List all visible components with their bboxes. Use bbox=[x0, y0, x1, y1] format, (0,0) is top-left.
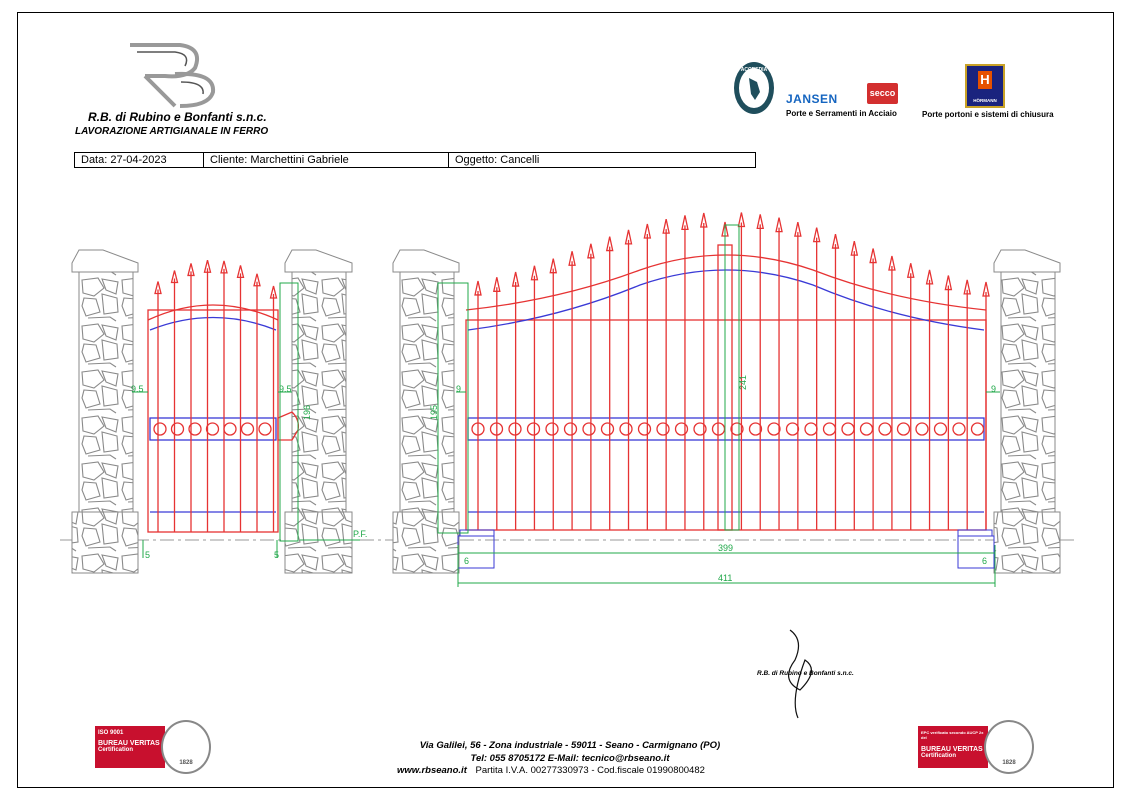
decor-ring bbox=[602, 423, 614, 435]
decor-ring bbox=[953, 423, 965, 435]
company-tagline: LAVORAZIONE ARTIGIANALE IN FERRO bbox=[75, 126, 269, 137]
cert-left-line-3: Certification bbox=[98, 747, 134, 753]
footer-line-3 bbox=[397, 765, 705, 776]
client-field: Cliente: Marchettini Gabriele bbox=[204, 153, 449, 167]
jansen-caption: Porte e Serramenti in Acciaio bbox=[786, 109, 897, 118]
footer-website[interactable]: www.rbseano.it bbox=[397, 765, 467, 776]
seal-year-right: 1828 bbox=[1002, 760, 1016, 766]
cert-left-text bbox=[95, 726, 165, 768]
dim-gate-peak: 241 bbox=[738, 374, 748, 390]
decor-ring bbox=[842, 423, 854, 435]
decor-ring bbox=[207, 423, 219, 435]
cert-right-line-2: BUREAU VERITAS bbox=[921, 746, 983, 753]
pillar-3 bbox=[393, 250, 462, 573]
dim-gate-side-left: 9 bbox=[456, 384, 462, 394]
accredia-label: ACCREDIA bbox=[740, 67, 768, 73]
hormann-h-icon: H bbox=[978, 71, 992, 89]
dim-ped-side-left: 9.5 bbox=[131, 384, 144, 394]
footer-contacts: Tel: 055 8705172 E-Mail: tecnico@rbseano.it bbox=[470, 753, 670, 764]
decor-ring bbox=[676, 423, 688, 435]
cert-left-line-1: ISO 9001 bbox=[98, 730, 124, 736]
decor-ring bbox=[972, 423, 984, 435]
decor-ring bbox=[620, 423, 632, 435]
decor-ring bbox=[172, 423, 184, 435]
bureau-veritas-seal-icon bbox=[161, 720, 211, 774]
double-gate bbox=[466, 212, 989, 530]
floor-label: P.F. bbox=[353, 529, 368, 539]
pillar-1 bbox=[72, 250, 138, 573]
footer-tax-info: Partita I.V.A. 00277330973 - Cod.fiscale 01990800482 bbox=[475, 765, 705, 776]
decor-ring bbox=[898, 423, 910, 435]
hormann-wordmark: HÖRMANN bbox=[973, 98, 997, 103]
ground-hinge-right bbox=[958, 530, 994, 568]
dim-gate-height: 195 bbox=[429, 404, 439, 420]
decor-ring bbox=[879, 423, 891, 435]
pillar-4 bbox=[994, 250, 1060, 573]
cert-badge-left bbox=[95, 726, 213, 768]
decor-ring bbox=[805, 423, 817, 435]
signature-label: R.B. di Rubino e Bonfanti s.n.c. bbox=[757, 670, 854, 677]
decor-ring bbox=[768, 423, 780, 435]
dim-gate-width: 399 bbox=[718, 543, 734, 553]
decor-ring bbox=[787, 423, 799, 435]
decor-ring bbox=[824, 423, 836, 435]
dim-ped-base-left: 5 bbox=[145, 550, 151, 560]
cert-right-text bbox=[918, 726, 988, 768]
cert-badge-right bbox=[918, 726, 1036, 768]
decor-ring bbox=[242, 423, 254, 435]
cert-left-line-2: BUREAU VERITAS bbox=[98, 740, 160, 747]
decor-ring bbox=[583, 423, 595, 435]
decor-ring bbox=[639, 423, 651, 435]
dim-total-width: 411 bbox=[718, 573, 733, 583]
secco-logo: secco bbox=[867, 83, 898, 104]
decor-ring bbox=[259, 423, 271, 435]
dim-ped-side-right: 9.5 bbox=[279, 384, 292, 394]
dim-ped-height: 196 bbox=[302, 404, 312, 420]
dim-ped-base-right: 5 bbox=[274, 550, 280, 560]
decor-ring bbox=[546, 423, 558, 435]
bureau-veritas-seal-icon bbox=[984, 720, 1034, 774]
hormann-caption: Porte portoni e sistemi di chiusura bbox=[922, 110, 1054, 119]
decor-ring bbox=[528, 423, 540, 435]
dim-gate-base-left: 6 bbox=[464, 556, 470, 566]
dim-gate-base-right: 6 bbox=[982, 556, 988, 566]
decor-ring bbox=[657, 423, 669, 435]
decor-ring bbox=[861, 423, 873, 435]
company-name: R.B. di Rubino e Bonfanti s.n.c. bbox=[88, 110, 267, 124]
date-field: Data: 27-04-2023 bbox=[75, 153, 204, 167]
cert-right-line-1: EPC verificato secondo AUCP 2x del bbox=[921, 730, 984, 740]
decor-ring bbox=[224, 423, 236, 435]
decor-ring bbox=[565, 423, 577, 435]
seal-year-left: 1828 bbox=[179, 760, 193, 766]
cert-right-line-3: Certification bbox=[921, 753, 957, 759]
subject-field: Oggetto: Cancelli bbox=[455, 154, 540, 166]
pillar-2 bbox=[285, 250, 352, 573]
decor-ring bbox=[935, 423, 947, 435]
decor-ring bbox=[154, 423, 166, 435]
pedestrian-gate bbox=[148, 260, 278, 532]
jansen-logo: JANSEN bbox=[786, 92, 838, 106]
dim-gate-side-right: 9 bbox=[991, 384, 997, 394]
footer-address: Via Galilei, 56 - Zona industriale - 59011 - Seano - Carmignano (PO) bbox=[419, 740, 721, 751]
decor-ring bbox=[916, 423, 928, 435]
dimension-lines bbox=[132, 225, 1000, 587]
